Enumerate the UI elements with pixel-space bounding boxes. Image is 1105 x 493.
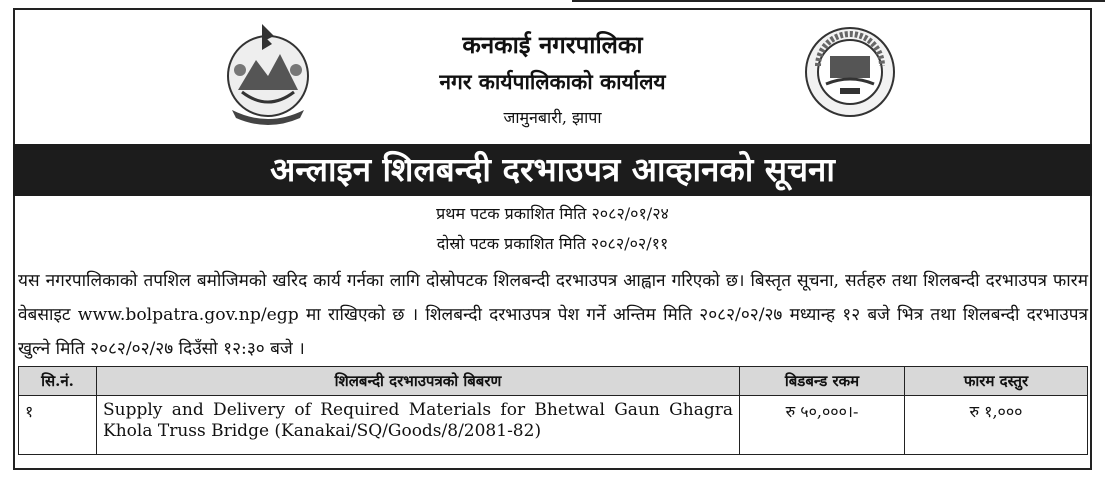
header-serial-number: सि.नं. bbox=[19, 367, 97, 396]
cell-bid-bond: रु ५०,०००।- bbox=[740, 396, 905, 455]
header-bid-bond: बिडबन्ड रकम bbox=[740, 367, 905, 396]
table-header-row bbox=[19, 367, 1088, 396]
cell-form-fee: रु १,००० bbox=[905, 396, 1088, 455]
header-form-fee: फारम दस्तुर bbox=[905, 367, 1088, 396]
cell-serial-number: १ bbox=[19, 396, 97, 455]
municipality-seal-emblem bbox=[804, 26, 896, 118]
cell-description: Supply and Delivery of Required Materials for Bhetwal Gaun Ghagra Khola Truss Bridge (Kanakai/SQ/Goods/8/2081-82) bbox=[97, 396, 740, 455]
notice-title-banner: अन्लाइन शिलबन्दी दरभाउपत्र आव्हानको सूचना bbox=[13, 144, 1092, 196]
table-row bbox=[19, 396, 1088, 455]
top-rule bbox=[572, 0, 1105, 2]
second-publish-date: दोस्रो पटक प्रकाशित मिति २०८२/०२/११ bbox=[436, 234, 669, 253]
first-publish-date: प्रथम पटक प्रकाशित मिति २०८२/०१/२४ bbox=[436, 204, 669, 223]
bid-table bbox=[18, 366, 1088, 455]
header-description: शिलबन्दी दरभाउपत्रको बिबरण bbox=[97, 367, 740, 396]
notice-body-text: यस नगरपालिकाको तपशिल बमोजिमको खरिद कार्य गर्नका लागि दोस्रोपटक शिलबन्दी दरभाउपत्र आह्वान गरिएको छ। बिस्तृत सूचना, सर्तहरु तथा शिलबन्दी दरभाउपत्र फारम वेबसाइट www.bolpatra.gov.np/egp मा राखिएको छ । शिलबन्दी दरभाउपत्र पेश गर्ने अन्तिम मिति २०८२/०२/२७ मध्यान्ह १२ बजे भित्र तथा शिलबन्दी दरभाउपत्र खुल्ने मिति २०८२/०२/२७ दिउँसो १२:३० बजे । bbox=[18, 271, 1088, 359]
office-name: नगर कार्यपालिकाको कार्यालय bbox=[439, 69, 666, 94]
office-address: जामुनबारी, झापा bbox=[503, 108, 602, 127]
municipality-name: कनकाई नगरपालिका bbox=[462, 30, 643, 59]
